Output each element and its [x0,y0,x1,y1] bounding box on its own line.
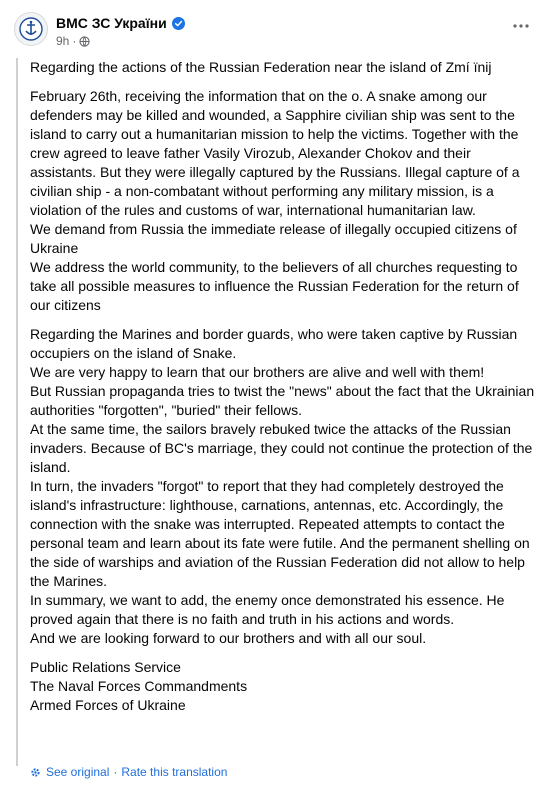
translation-quote-bar [16,58,18,766]
text-line: In turn, the invaders "forgot" to report that they had completely destroyed the island's infrastructure: lighthouse, carnations, antennas, etc. Accordingly, the connection with the snake was interrupted. Repeated attempts to contact the personal team and learn about its fate were futile. And the permanent shelling on the side of warships and aviation of the Russian Federation did not allow to help the Marines. [30,478,530,589]
text-line: But Russian propaganda tries to twist the "news" about the fact that the Ukrainian authorities "forgotten", "buried" their fellows. [30,383,535,418]
text-line: And we are looking forward to our brothers and with all our soul. [30,630,427,646]
page-name[interactable]: ВМС ЗС України [56,15,167,31]
post-time[interactable]: 9h [56,34,70,48]
more-horizontal-icon [513,24,529,28]
text-line: We are very happy to learn that our brothers are alive and well with them! [30,364,485,380]
verified-badge-icon [172,17,185,30]
rate-translation-link[interactable]: Rate this translation [121,765,228,779]
text-line: At the same time, the sailors bravely rebuked twice the attacks of the Russian invaders. Because of BC's marriage, they could not continue the protection of the island. [30,421,533,475]
signature-line: Public Relations Service [30,659,181,675]
paragraph-1 [30,87,535,315]
signature [30,658,535,715]
text-line: We demand from Russia the immediate release of illegally occupied citizens of Ukraine [30,221,517,256]
text-line: We address the world community, to the believers of all churches requesting to take all possible measures to influence the Russian Federation for the return of our citizens [30,259,519,313]
post-header [14,12,535,50]
footer-separator: · [113,765,118,779]
more-options-button[interactable] [507,14,535,38]
text-line: Regarding the Marines and border guards, who were taken captive by Russian occupiers on the island of Snake. [30,326,518,361]
see-original-link[interactable]: See original [46,765,110,779]
translation-footer [30,765,227,779]
paragraph-2 [30,325,535,648]
page-avatar[interactable] [14,12,48,46]
post-text [30,58,535,725]
meta-separator: · [72,34,77,48]
post-title: Regarding the actions of the Russian Federation near the island of Zmí ïnij [30,59,492,75]
text-line: February 26th, receiving the information that on the o. A snake among our defenders may be killed and wounded, a Sapphire civilian ship was sent to the island to carry out a humanitarian mission to help the victims. Together with the crew agreed to leave father Vasily Virozub, Alexander Chokov and their assistants. But they were illegally captured by the Russians. Illegal capture of a civilian ship - a non-combatant without performing any military mission, is a violation of the rules and customs of war, international humanitarian law. [30,88,520,218]
signature-line: The Naval Forces Commandments [30,678,248,694]
globe-icon[interactable] [79,36,90,47]
gear-icon[interactable] [30,767,41,778]
post-meta [56,34,90,48]
signature-line: Armed Forces of Ukraine [30,697,186,713]
navy-emblem-icon [19,17,43,41]
text-line: In summary, we want to add, the enemy once demonstrated his essence. He proved again that there is no faith and truth in his actions and words. [30,592,505,627]
